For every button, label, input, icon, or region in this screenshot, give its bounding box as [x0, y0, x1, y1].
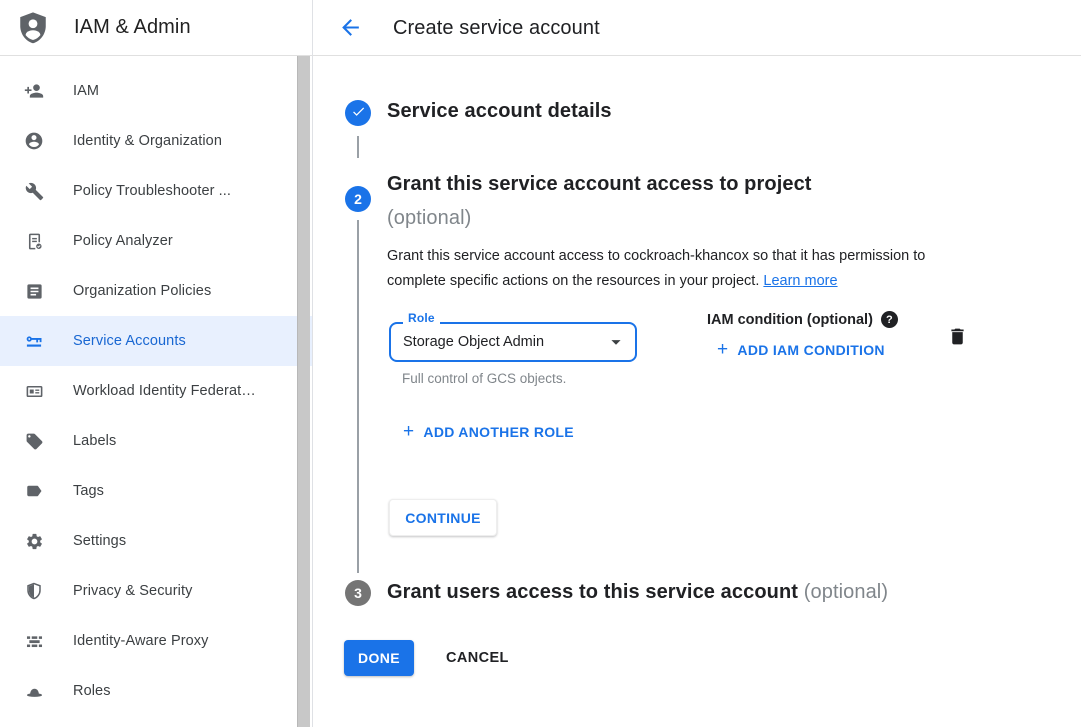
role-selected-value: Storage Object Admin [403, 334, 545, 350]
sidebar-item-policy-troubleshooter[interactable] [0, 166, 312, 216]
back-button[interactable] [337, 15, 363, 41]
sidebar-item-iam[interactable] [0, 66, 312, 116]
sidebar-item-workload-identity-federation[interactable] [0, 366, 312, 416]
sidebar-item-policy-analyzer[interactable] [0, 216, 312, 266]
sidebar-item-label: Privacy & Security [73, 583, 193, 599]
step-connector [357, 220, 359, 573]
sidebar-item-label: Policy Troubleshooter ... [73, 183, 232, 199]
done-button[interactable]: DONE [344, 640, 414, 676]
step2-optional-label: (optional) [387, 207, 472, 229]
product-title: IAM & Admin [74, 16, 191, 38]
main-pane [313, 0, 1081, 727]
add-iam-condition-button[interactable] [717, 340, 885, 359]
page-title: Create service account [393, 17, 600, 39]
cancel-button[interactable]: CANCEL [434, 640, 521, 676]
main-header [313, 0, 1081, 56]
sidebar-nav [0, 56, 312, 716]
sidebar-item-label: IAM [73, 83, 100, 99]
iap-icon [24, 631, 44, 651]
add-another-role-label: ADD ANOTHER ROLE [423, 423, 574, 440]
add-iam-condition-label: ADD IAM CONDITION [737, 341, 885, 358]
iam-condition-header [707, 311, 898, 328]
privacy-shield-icon [24, 581, 44, 601]
check-icon [351, 104, 366, 122]
step3-number: 3 [354, 585, 362, 601]
sidebar-item-label: Identity-Aware Proxy [73, 633, 209, 649]
identity-icon [24, 131, 44, 151]
iam-admin-shield-icon [16, 9, 50, 47]
sidebar-item-label: Tags [73, 483, 105, 499]
sidebar [0, 0, 313, 727]
tags-icon [24, 481, 44, 501]
sidebar-scrollbar[interactable] [297, 56, 310, 727]
sidebar-item-label: Service Accounts [73, 333, 186, 349]
sidebar-item-identity-organization[interactable] [0, 116, 312, 166]
step1-completed-badge [345, 100, 371, 126]
sidebar-item-roles[interactable] [0, 666, 312, 716]
step2-title-text: Grant this service account access to project [387, 173, 812, 195]
step2-number: 2 [354, 191, 362, 207]
step-connector [357, 136, 359, 158]
sidebar-item-label: Identity & Organization [73, 133, 222, 149]
sidebar-item-label: Labels [73, 433, 117, 449]
sidebar-item-privacy-security[interactable] [0, 566, 312, 616]
step2-description [387, 244, 987, 294]
sidebar-item-label: Workload Identity Federat… [73, 383, 256, 399]
learn-more-link[interactable]: Learn more [763, 273, 838, 289]
continue-button[interactable]: CONTINUE [389, 499, 497, 536]
add-another-role-button[interactable] [403, 422, 574, 441]
step3-title[interactable] [387, 581, 888, 604]
help-icon[interactable]: ? [881, 311, 898, 328]
sidebar-item-identity-aware-proxy[interactable] [0, 616, 312, 666]
create-service-account-form [313, 56, 1081, 727]
roles-hat-icon [24, 681, 44, 701]
labels-icon [24, 431, 44, 451]
product-header [0, 0, 312, 56]
role-field-label: Role [403, 311, 440, 325]
iam-condition-label: IAM condition (optional) [707, 311, 873, 328]
sidebar-item-service-accounts[interactable] [0, 316, 312, 366]
step1-title[interactable]: Service account details [387, 100, 612, 122]
role-select[interactable] [389, 322, 637, 362]
step3-number-badge [345, 580, 371, 606]
sidebar-item-label: Roles [73, 683, 111, 699]
person-add-icon [24, 81, 44, 101]
sidebar-item-labels[interactable] [0, 416, 312, 466]
step2-description-text: Grant this service account access to cockroach-khancox so that it has permission to complete specific actions on the resources in your project. [387, 248, 926, 289]
delete-role-button[interactable] [947, 326, 968, 350]
service-accounts-icon [24, 331, 44, 351]
step3-title-text: Grant users access to this service account [387, 581, 799, 603]
trash-icon [947, 335, 968, 350]
role-helper-text: Full control of GCS objects. [402, 371, 567, 386]
plus-icon: + [717, 339, 729, 360]
sidebar-item-organization-policies[interactable] [0, 266, 312, 316]
sidebar-item-label: Policy Analyzer [73, 233, 173, 249]
chevron-down-icon [605, 331, 627, 358]
policy-analyzer-icon [24, 231, 44, 251]
sidebar-item-settings[interactable] [0, 516, 312, 566]
step3-optional-label: (optional) [803, 581, 889, 603]
sidebar-item-label: Organization Policies [73, 283, 212, 299]
step2-number-badge [345, 186, 371, 212]
sidebar-item-tags[interactable] [0, 466, 312, 516]
back-arrow-icon [338, 28, 363, 43]
plus-icon: + [403, 421, 415, 442]
gear-icon [24, 531, 44, 551]
wrench-icon [24, 181, 44, 201]
step2-title [387, 167, 812, 235]
workload-identity-icon [24, 381, 44, 401]
sidebar-item-label: Settings [73, 533, 127, 549]
org-policies-icon [24, 281, 44, 301]
